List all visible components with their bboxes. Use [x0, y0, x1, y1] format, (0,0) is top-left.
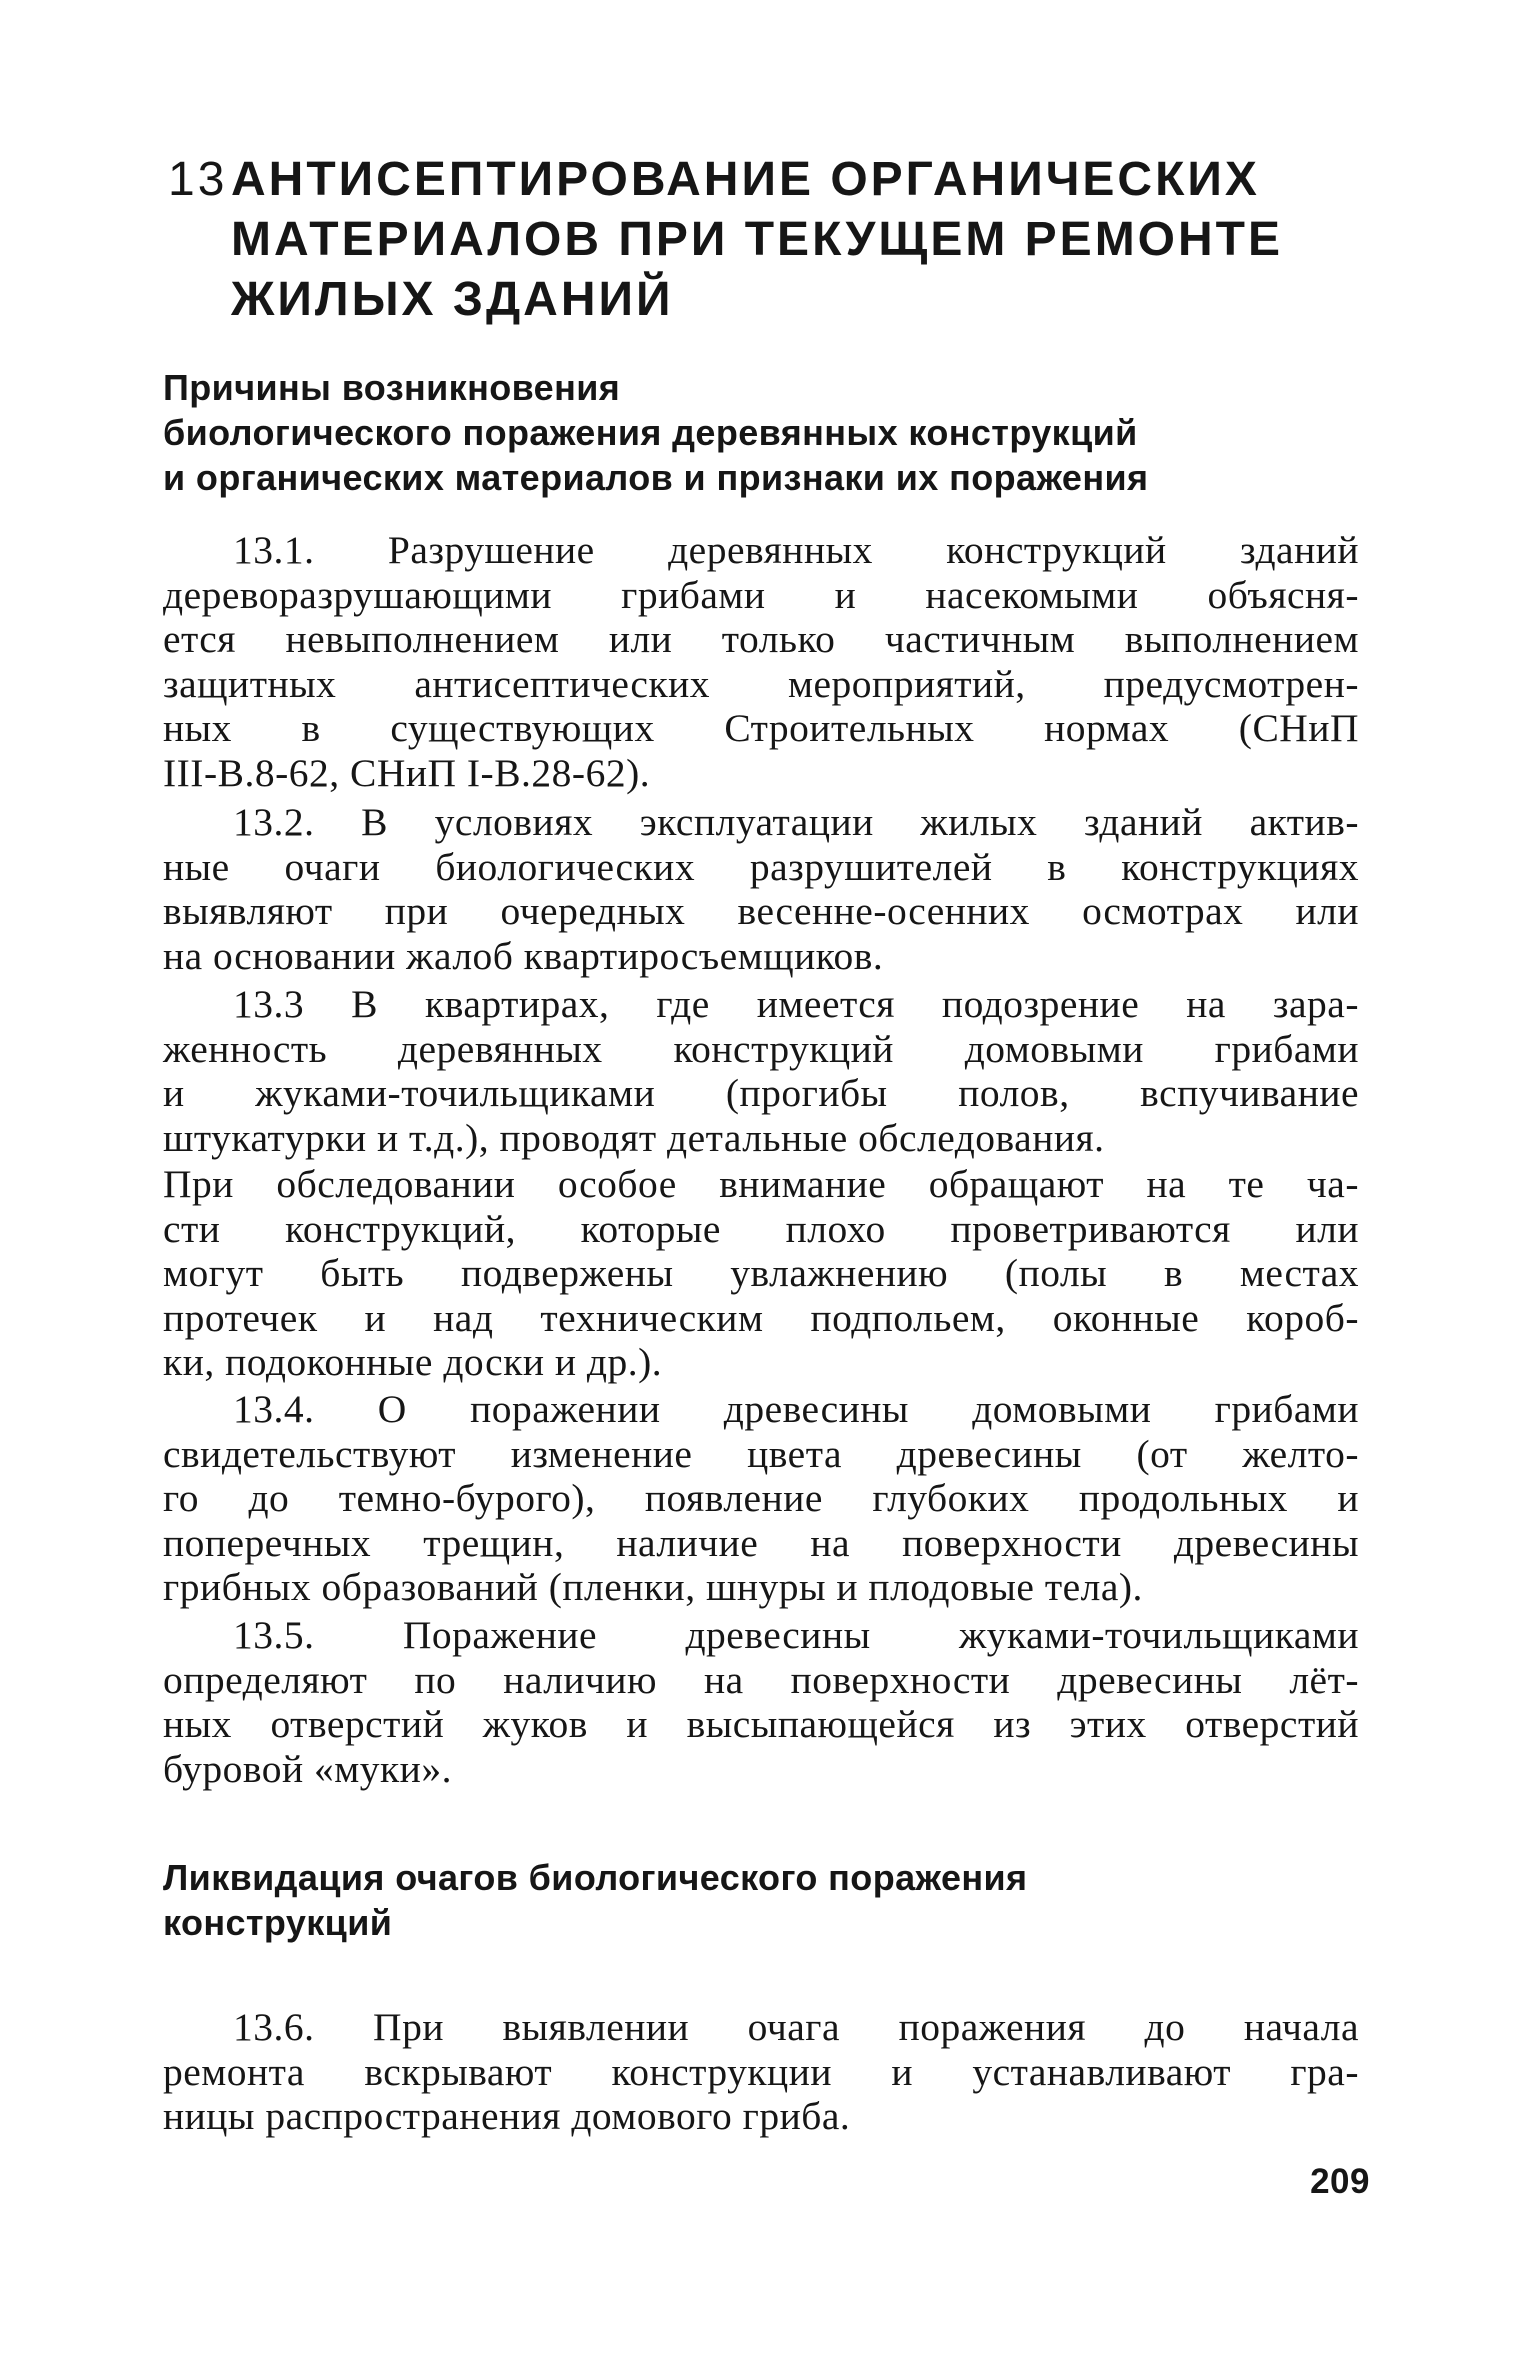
text-line: ки, подоконные доски и др.).: [163, 1340, 663, 1384]
page-number: 209: [1310, 2162, 1370, 2201]
chapter-title-line: ЖИЛЫХ ЗДАНИЙ: [231, 273, 674, 326]
text-line: сти конструкций, которые плохо проветриваются или: [163, 1206, 1359, 1251]
text-line: 13.5. Поражение древесины жуками-точильщиками: [233, 1613, 1359, 1657]
text-line: 13.1. Разрушение деревянных конструкций зданий: [233, 528, 1359, 572]
text-line: на основании жалоб квартиросъемщиков.: [163, 933, 884, 978]
paragraph-13-4: [163, 1387, 1359, 1610]
section-heading-line: и органических материалов и признаки их поражения: [163, 457, 1149, 498]
chapter-title-line: МАТЕРИАЛОВ ПРИ ТЕКУЩЕМ РЕМОНТЕ: [231, 213, 1284, 266]
text-line: ется невыполнением или только частичным выполнением: [163, 617, 1359, 661]
chapter-title-line: АНТИСЕПТИРОВАНИЕ ОРГАНИЧЕСКИХ: [231, 153, 1260, 206]
section-heading-line: биологического поражения деревянных конструкций: [163, 412, 1138, 453]
text-line: 13.4. О поражении древесины домовыми грибами: [233, 1387, 1359, 1431]
text-line: ные очаги биологических разрушителей в конструкциях: [163, 844, 1359, 889]
text-line: го до темно-бурого), появление глубоких продольных и: [163, 1476, 1359, 1520]
text-line: свидетельствуют изменение цвета древесины (от желто-: [163, 1431, 1359, 1476]
text-line: ремонта вскрывают конструкции и устанавливают гра-: [163, 2049, 1359, 2094]
text-line: дереворазрушающими грибами и насекомыми объясня-: [163, 572, 1359, 617]
text-line: 13.2. В условиях эксплуатации жилых зданий актив-: [233, 800, 1359, 844]
paragraph-13-6: [163, 2005, 1359, 2139]
text-line: 13.6. При выявлении очага поражения до начала: [233, 2005, 1359, 2049]
paragraph-13-2: [163, 800, 1359, 978]
text-line: поперечных трещин, наличие на поверхности древесины: [163, 1520, 1359, 1565]
text-line: буровой «муки».: [163, 1746, 452, 1791]
paragraph-13-1: [163, 528, 1359, 795]
text-line: протечек и над техническим подпольем, оконные короб-: [163, 1295, 1359, 1340]
text-line: выявляют при очередных весенне-осенних осмотрах или: [163, 889, 1359, 933]
text-line: определяют по наличию на поверхности древесины лёт-: [163, 1657, 1359, 1702]
text-line: ных в существующих Строительных нормах (СНиП: [163, 706, 1359, 750]
paragraph-13-5: [163, 1613, 1359, 1791]
section-heading-elimination: [163, 1855, 1388, 1945]
text-line: III-В.8-62, СНиП I-В.28-62).: [163, 750, 651, 795]
text-line: 13.3 В квартирах, где имеется подозрение на зара-: [233, 982, 1359, 1026]
text-line: защитных антисептических мероприятий, предусмотрен-: [163, 661, 1359, 706]
text-line: ницы распространения домового гриба.: [163, 2094, 851, 2138]
paragraph-13-3: [163, 982, 1359, 1160]
section-heading-causes: [163, 365, 1388, 500]
section-heading-line: Ликвидация очагов биологического поражения: [163, 1857, 1028, 1898]
text-line: грибных образований (пленки, шнуры и плодовые тела).: [163, 1565, 1143, 1609]
chapter-heading: [168, 150, 1398, 330]
text-line: При обследовании особое внимание обращают на те ча-: [163, 1162, 1359, 1206]
text-line: женность деревянных конструкций домовыми грибами: [163, 1026, 1359, 1071]
section-heading-line: конструкций: [163, 1902, 393, 1943]
section-heading-line: Причины возникновения: [163, 367, 621, 408]
text-line: могут быть подвержены увлажнению (полы в местах: [163, 1251, 1359, 1295]
text-line: и жуками-точильщиками (прогибы полов, вспучивание: [163, 1071, 1359, 1115]
paragraph-13-3-continued: [163, 1162, 1359, 1385]
text-line: штукатурки и т.д.), проводят детальные обследования.: [163, 1115, 1105, 1160]
text-line: ных отверстий жуков и высыпающейся из этих отверстий: [163, 1702, 1359, 1746]
chapter-number: 13: [168, 153, 228, 206]
chapter-title: [231, 150, 1331, 330]
